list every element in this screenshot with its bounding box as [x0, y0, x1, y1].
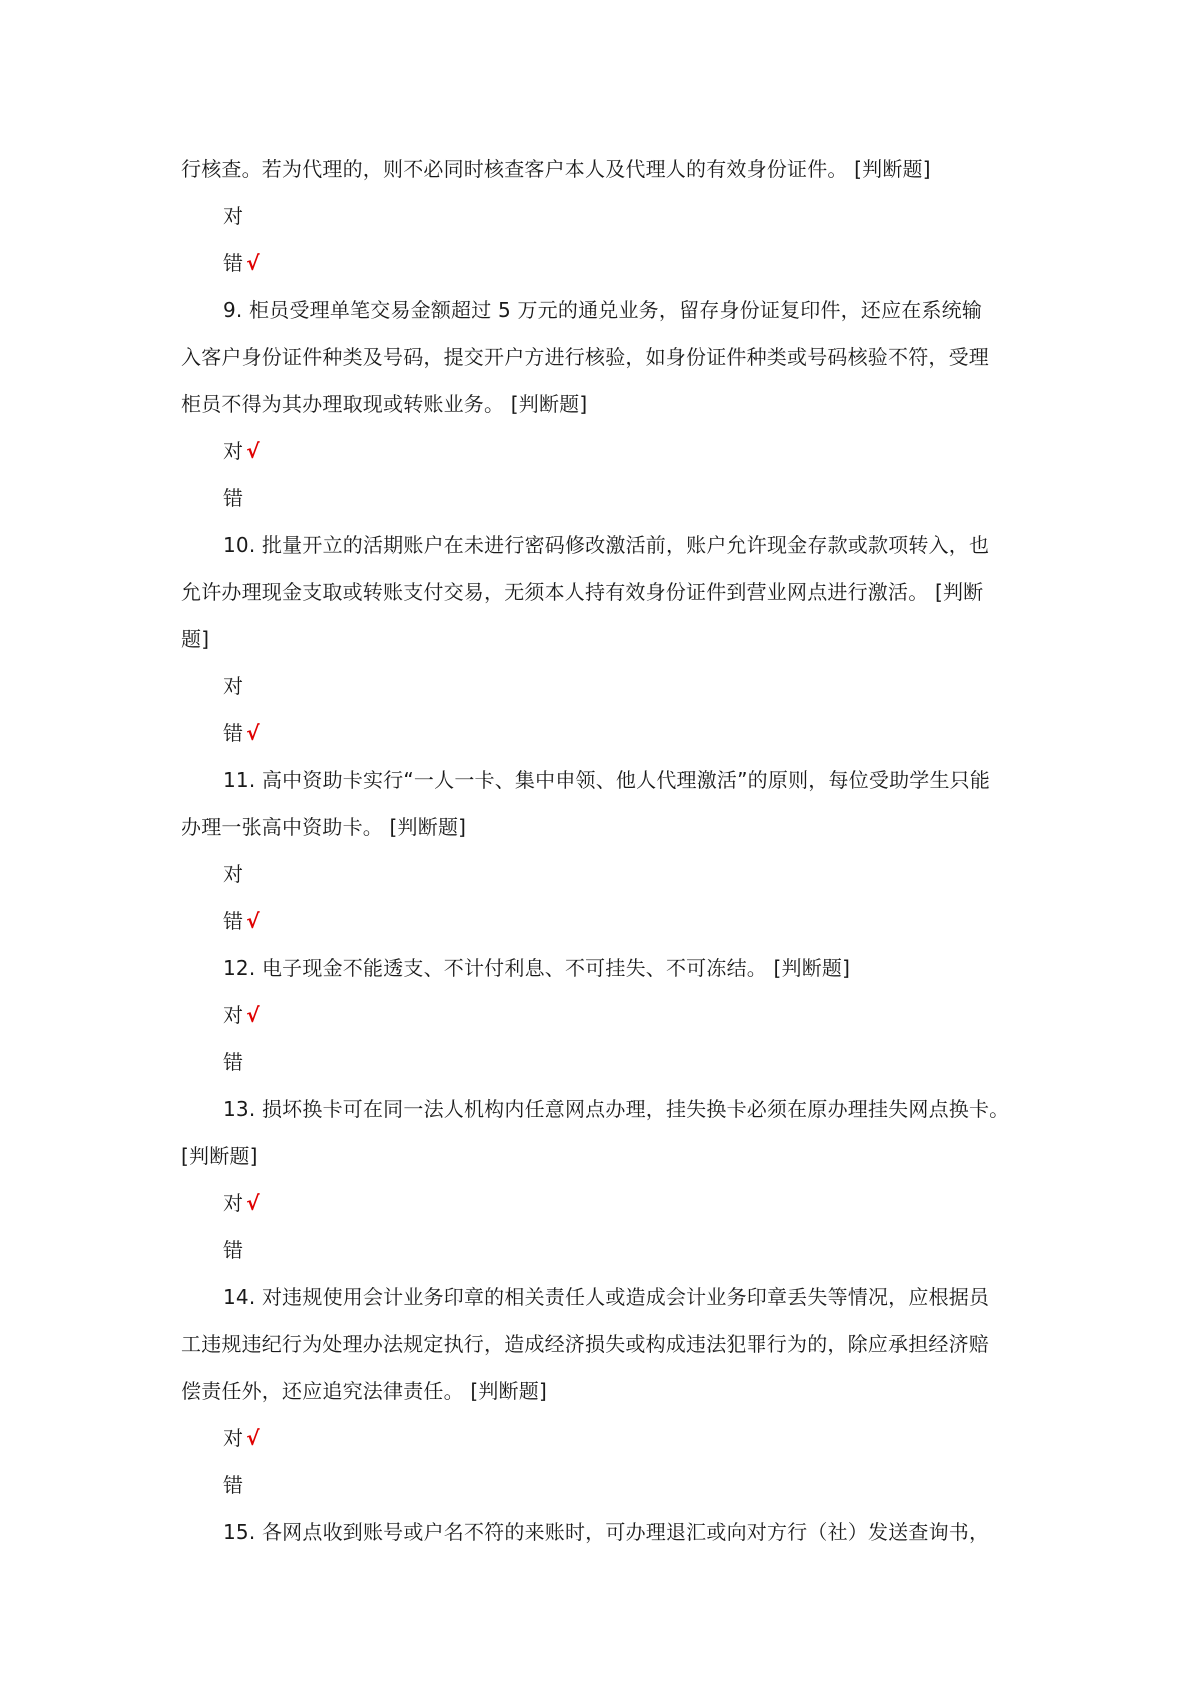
check-mark-icon: √ — [246, 1191, 260, 1215]
option-label: 错 — [223, 486, 244, 510]
question-text-line: 12. 电子现金不能透支、不计付利息、不可挂失、不可冻结。 [判断题] — [223, 956, 851, 980]
option-wrong — [223, 1471, 243, 1499]
option-label: 对 — [223, 674, 244, 698]
option-correct — [223, 860, 243, 888]
question-text-line: 办理一张高中资助卡。 [判断题] — [181, 815, 467, 839]
question-text-line: 偿责任外，还应追究法律责任。 [判断题] — [181, 1379, 547, 1403]
option-label: 错 — [223, 1473, 244, 1497]
option-label: 错 — [223, 909, 244, 933]
check-mark-icon: √ — [246, 439, 260, 463]
question-text-line: 允许办理现金支取或转账支付交易，无须本人持有效身份证件到营业网点进行激活。 [判断 — [181, 580, 984, 604]
option-label: 错 — [223, 721, 244, 745]
option-label: 对 — [223, 439, 244, 463]
check-mark-icon: √ — [246, 721, 260, 745]
question-text-line: 13. 损坏换卡可在同一法人机构内任意网点办理，挂失换卡必须在原办理挂失网点换卡。 — [223, 1097, 1010, 1121]
option-label: 错 — [223, 1238, 244, 1262]
question-text-line: 工违规违纪行为处理办法规定执行，造成经济损失或构成违法犯罪行为的，除应承担经济赔 — [181, 1332, 989, 1356]
option-correct — [223, 672, 243, 700]
question-text-line: 行核查。若为代理的，则不必同时核查客户本人及代理人的有效身份证件。 [判断题] — [181, 157, 931, 181]
check-mark-icon: √ — [246, 251, 260, 275]
option-label: 错 — [223, 1050, 244, 1074]
option-correct — [223, 1189, 260, 1217]
option-label: 对 — [223, 1191, 244, 1215]
option-wrong — [223, 719, 260, 747]
question-text-line: [判断题] — [181, 1144, 258, 1168]
option-correct — [223, 1001, 260, 1029]
option-wrong — [223, 249, 260, 277]
option-label: 对 — [223, 862, 244, 886]
question-text-line: 14. 对违规使用会计业务印章的相关责任人或造成会计业务印章丢失等情况，应根据员 — [223, 1285, 990, 1309]
question-text-line: 题] — [181, 627, 210, 651]
check-mark-icon: √ — [246, 909, 260, 933]
option-wrong — [223, 484, 243, 512]
option-correct — [223, 437, 260, 465]
option-wrong — [223, 1048, 243, 1076]
option-label: 对 — [223, 1426, 244, 1450]
option-correct — [223, 1424, 260, 1452]
question-text-line: 9. 柜员受理单笔交易金额超过 5 万元的通兑业务，留存身份证复印件，还应在系统输 — [223, 298, 983, 322]
option-label: 对 — [223, 1003, 244, 1027]
question-text-line: 15. 各网点收到账号或户名不符的来账时，可办理退汇或向对方行（社）发送查询书， — [223, 1520, 990, 1544]
option-wrong — [223, 907, 260, 935]
question-text-line: 10. 批量开立的活期账户在未进行密码修改激活前，账户允许现金存款或款项转入，也 — [223, 533, 990, 557]
option-correct — [223, 202, 243, 230]
option-label: 对 — [223, 204, 244, 228]
question-text-line: 柜员不得为其办理取现或转账业务。 [判断题] — [181, 392, 588, 416]
option-wrong — [223, 1236, 243, 1264]
question-text-line: 入客户身份证件种类及号码，提交开户方进行核验，如身份证件种类或号码核验不符，受理 — [181, 345, 989, 369]
option-label: 错 — [223, 251, 244, 275]
check-mark-icon: √ — [246, 1426, 260, 1450]
check-mark-icon: √ — [246, 1003, 260, 1027]
question-text-line: 11. 高中资助卡实行“一人一卡、集中申领、他人代理激活”的原则，每位受助学生只能 — [223, 768, 991, 792]
